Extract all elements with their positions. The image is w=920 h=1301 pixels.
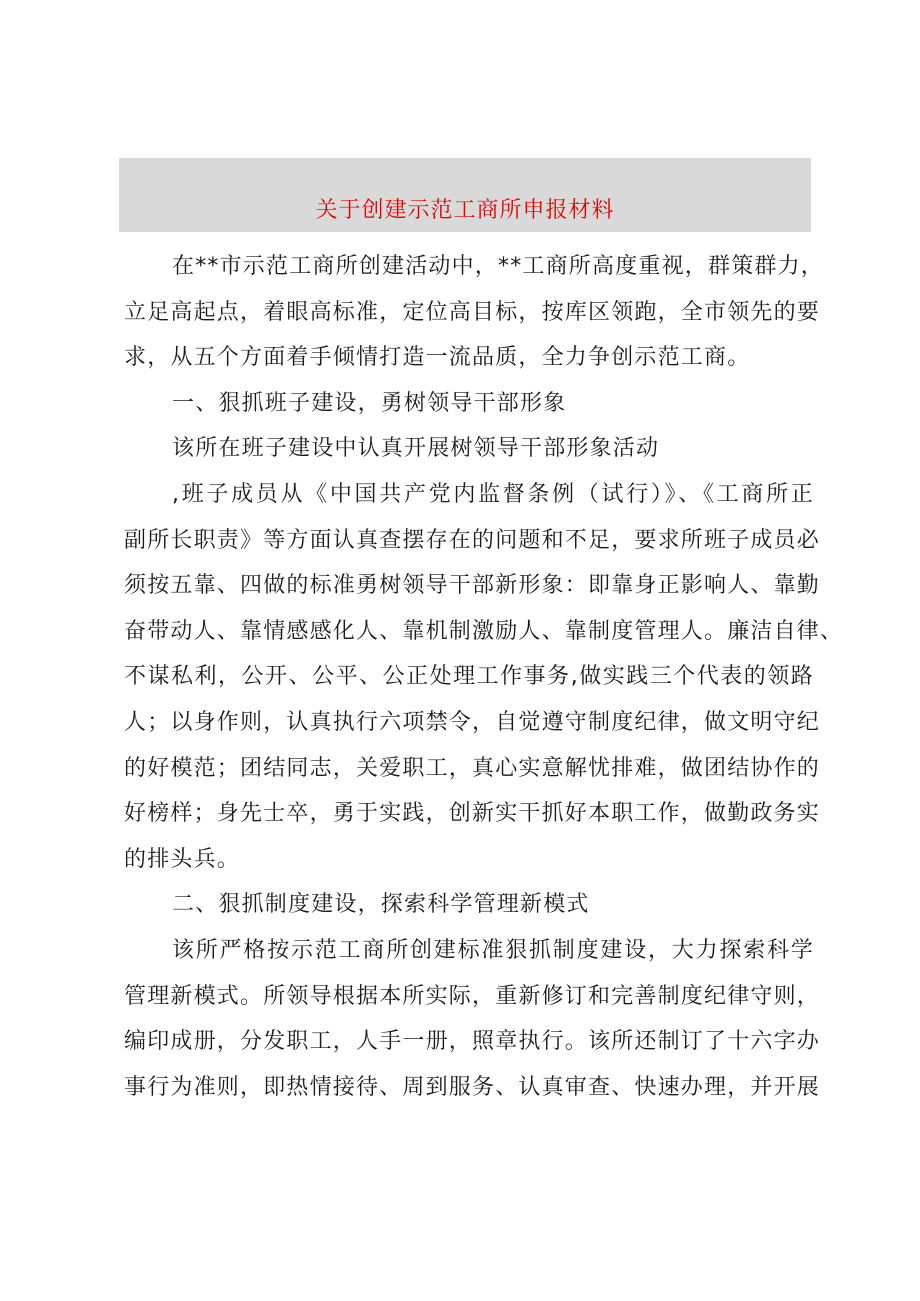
paragraph-line: 副所长职责》等方面认真查摆存在的问题和不足，要求所班子成员必 (124, 527, 821, 553)
paragraph-line: 求，从五个方面着手倾情打造一流品质，全力争创示范工商。 (124, 345, 751, 371)
section-heading-1: 一、狠抓班子建设，勇树领导干部形象 (172, 390, 567, 416)
title-banner (119, 158, 811, 232)
paragraph-line: 奋带动人、靠情感感化人、靠机制激励人、靠制度管理人。廉洁自律、 (124, 618, 844, 644)
document-title: 关于创建示范工商所申报材料 (315, 197, 615, 223)
paragraph-line: 该所在班子建设中认真开展树领导干部形象活动 (172, 436, 660, 462)
paragraph-line: 好榜样；身先士卒，勇于实践，创新实干抓好本职工作，做勤政务实 (124, 801, 821, 827)
paragraph-line: 的排头兵。 (124, 846, 241, 872)
paragraph-line: 该所严格按示范工商所创建标准狠抓制度建设，大力探索科学 (172, 937, 814, 963)
paragraph-line: 不谋私利，公开、公平、公正处理工作事务,做实践三个代表的领路 (124, 664, 814, 690)
paragraph-line: 在**市示范工商所创建活动中，**工商所高度重视，群策群力， (172, 254, 825, 279)
paragraph-line: 立足高起点，着眼高标准，定位高目标，按库区领跑，全市领先的要 (124, 299, 821, 325)
paragraph-line: 人；以身作则，认真执行六项禁令，自觉遵守制度纪律，做文明守纪 (124, 709, 821, 735)
paragraph-line: 管理新模式。所领导根据本所实际，重新修订和完善制度纪律守则， (124, 983, 821, 1009)
document-body (124, 244, 844, 1110)
section-heading-2: 二、狠抓制度建设，探索科学管理新模式 (172, 892, 590, 918)
paragraph-line: 的好模范；团结同志，关爱职工，真心实意解忧排难，做团结协作的 (124, 755, 821, 781)
paragraph-line: 事行为准则，即热情接待、周到服务、认真审查、快速办理，并开展 (124, 1074, 821, 1100)
paragraph-line: 须按五靠、四做的标准勇树领导干部新形象：即靠身正影响人、靠勤 (124, 573, 821, 599)
paragraph-line: 编印成册，分发职工，人手一册，照章执行。该所还制订了十六字办 (124, 1029, 821, 1055)
paragraph-line: ,班子成员从《中国共产党内监督条例（试行）》、《工商所正 (172, 481, 814, 507)
